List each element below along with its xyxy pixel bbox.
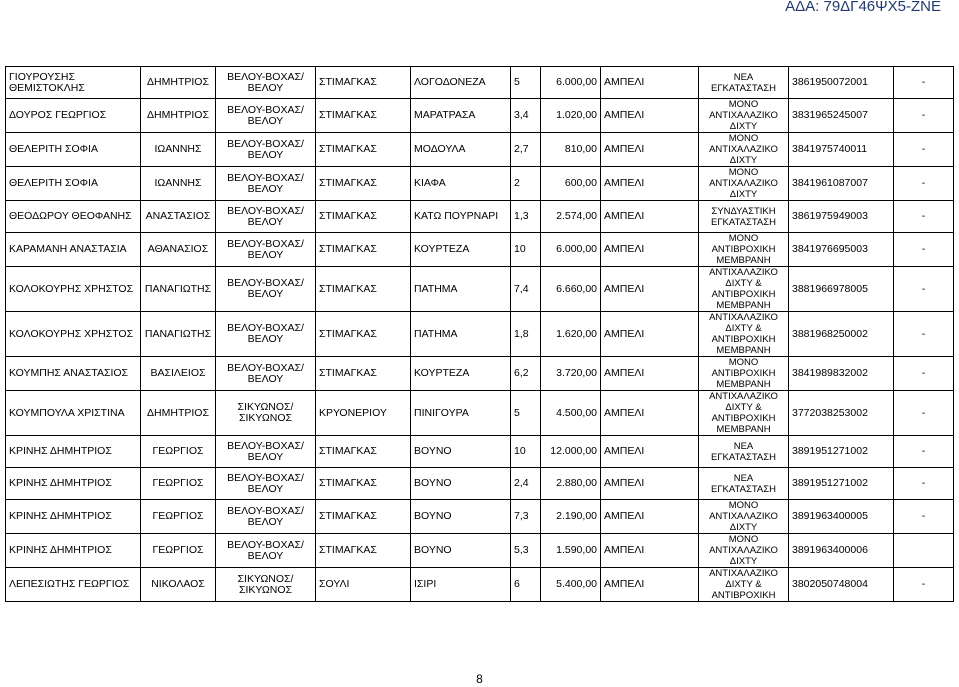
crop-cell: ΑΜΠΕΛΙ xyxy=(601,233,699,267)
producer-name-cell: ΚΟΛΟΚΟΥΡΗΣ ΧΡΗΣΤΟΣ xyxy=(6,267,141,312)
amount-cell: 4.500,00 xyxy=(541,391,601,436)
father-name-cell: ΒΑΣΙΛΕΙΟΣ xyxy=(141,357,216,391)
installation-type-cell: ΑΝΤΙΧΑΛΑΖΙΚΟ ΔΙΧΤΥ & ΑΝΤΙΒΡΟΧΙΚΗ ΜΕΜΒΡΑΝΗ xyxy=(699,267,789,312)
producer-code-cell: 3861975949003 xyxy=(789,201,894,233)
installation-type-cell: ΝΕΑ ΕΓΚΑΤΑΣΤΑΣΗ xyxy=(699,436,789,468)
area-cell: 10 xyxy=(511,233,541,267)
community-cell: ΒΕΛΟΥ-ΒΟΧΑΣ/ ΒΕΛΟΥ xyxy=(216,436,316,468)
amount-cell: 6.000,00 xyxy=(541,233,601,267)
community-cell: ΒΕΛΟΥ-ΒΟΧΑΣ/ ΒΕΛΟΥ xyxy=(216,468,316,500)
area-cell: 6,2 xyxy=(511,357,541,391)
installation-type-cell: ΜΟΝΟ ΑΝΤΙΒΡΟΧΙΚΗ ΜΕΜΒΡΑΝΗ xyxy=(699,233,789,267)
producer-code-cell: 3881968250002 xyxy=(789,312,894,357)
producer-code-cell: 3831965245007 xyxy=(789,99,894,133)
municipality-cell: ΣΟΥΛΙ xyxy=(316,568,411,602)
area-cell: 3,4 xyxy=(511,99,541,133)
table-row xyxy=(6,167,954,201)
table-row xyxy=(6,534,954,568)
municipality-cell: ΣΤΙΜΑΓΚΑΣ xyxy=(316,468,411,500)
community-cell: ΣΙΚΥΩΝΟΣ/ ΣΙΚΥΩΝΟΣ xyxy=(216,391,316,436)
father-name-cell: ΑΝΑΣΤΑΣΙΟΣ xyxy=(141,201,216,233)
father-name-cell: ΑΘΑΝΑΣΙΟΣ xyxy=(141,233,216,267)
father-name-cell: ΙΩΑΝΝΗΣ xyxy=(141,133,216,167)
crop-cell: ΑΜΠΕΛΙ xyxy=(601,167,699,201)
page-number: 8 xyxy=(476,672,483,686)
producer-code-cell: 3841961087007 xyxy=(789,167,894,201)
location-cell: ΙΣΙΡΙ xyxy=(411,568,511,602)
amount-cell: 6.660,00 xyxy=(541,267,601,312)
location-cell: ΚΙΑΦΑ xyxy=(411,167,511,201)
table-row xyxy=(6,133,954,167)
amount-cell: 6.000,00 xyxy=(541,67,601,99)
installation-type-cell: ΝΕΑ ΕΓΚΑΤΑΣΤΑΣΗ xyxy=(699,468,789,500)
amount-cell: 1.590,00 xyxy=(541,534,601,568)
beneficiaries-table xyxy=(5,66,954,602)
municipality-cell: ΣΤΙΜΑΓΚΑΣ xyxy=(316,233,411,267)
area-cell: 5 xyxy=(511,67,541,99)
installation-type-cell: ΝΕΑ ΕΓΚΑΤΑΣΤΑΣΗ xyxy=(699,67,789,99)
producer-code-cell: 3802050748004 xyxy=(789,568,894,602)
amount-cell: 3.720,00 xyxy=(541,357,601,391)
producer-code-cell: 3891951271002 xyxy=(789,436,894,468)
municipality-cell: ΣΤΙΜΑΓΚΑΣ xyxy=(316,436,411,468)
remark-cell: - xyxy=(894,167,954,201)
location-cell: ΚΟΥΡΤΕΖΑ xyxy=(411,233,511,267)
amount-cell: 600,00 xyxy=(541,167,601,201)
producer-name-cell: ΘΕΛΕΡΙΤΗ ΣΟΦΙΑ xyxy=(6,167,141,201)
producer-code-cell: 3841989832002 xyxy=(789,357,894,391)
table-row xyxy=(6,500,954,534)
crop-cell: ΑΜΠΕΛΙ xyxy=(601,67,699,99)
amount-cell: 2.190,00 xyxy=(541,500,601,534)
area-cell: 5,3 xyxy=(511,534,541,568)
municipality-cell: ΣΤΙΜΑΓΚΑΣ xyxy=(316,167,411,201)
location-cell: ΒΟΥΝΟ xyxy=(411,468,511,500)
producer-code-cell: 3841975740011 xyxy=(789,133,894,167)
remark-cell: - xyxy=(894,133,954,167)
area-cell: 1,8 xyxy=(511,312,541,357)
area-cell: 7,3 xyxy=(511,500,541,534)
community-cell: ΒΕΛΟΥ-ΒΟΧΑΣ/ ΒΕΛΟΥ xyxy=(216,233,316,267)
crop-cell: ΑΜΠΕΛΙ xyxy=(601,500,699,534)
table-row xyxy=(6,468,954,500)
installation-type-cell: ΜΟΝΟ ΑΝΤΙΒΡΟΧΙΚΗ ΜΕΜΒΡΑΝΗ xyxy=(699,357,789,391)
installation-type-cell: ΜΟΝΟ ΑΝΤΙΧΑΛΑΖΙΚΟ ΔΙΧΤΥ xyxy=(699,133,789,167)
crop-cell: ΑΜΠΕΛΙ xyxy=(601,568,699,602)
father-name-cell: ΔΗΜΗΤΡΙΟΣ xyxy=(141,67,216,99)
remark-cell: - xyxy=(894,312,954,357)
father-name-cell: ΓΕΩΡΓΙΟΣ xyxy=(141,436,216,468)
producer-name-cell: ΚΟΛΟΚΟΥΡΗΣ ΧΡΗΣΤΟΣ xyxy=(6,312,141,357)
table-row xyxy=(6,312,954,357)
municipality-cell: ΣΤΙΜΑΓΚΑΣ xyxy=(316,67,411,99)
crop-cell: ΑΜΠΕΛΙ xyxy=(601,357,699,391)
installation-type-cell: ΣΥΝΔΥΑΣΤΙΚΗ ΕΓΚΑΤΑΣΤΑΣΗ xyxy=(699,201,789,233)
community-cell: ΒΕΛΟΥ-ΒΟΧΑΣ/ ΒΕΛΟΥ xyxy=(216,267,316,312)
producer-code-cell: 3891963400005 xyxy=(789,500,894,534)
producer-code-cell: 3891951271002 xyxy=(789,468,894,500)
table-row xyxy=(6,267,954,312)
municipality-cell: ΣΤΙΜΑΓΚΑΣ xyxy=(316,534,411,568)
producer-name-cell: ΚΟΥΜΠΟΥΛΑ ΧΡΙΣΤΙΝΑ xyxy=(6,391,141,436)
crop-cell: ΑΜΠΕΛΙ xyxy=(601,201,699,233)
municipality-cell: ΣΤΙΜΑΓΚΑΣ xyxy=(316,357,411,391)
remark-cell: - xyxy=(894,500,954,534)
table-row xyxy=(6,391,954,436)
producer-name-cell: ΚΑΡΑΜΑΝΗ ΑΝΑΣΤΑΣΙΑ xyxy=(6,233,141,267)
location-cell: ΠΑΤΗΜΑ xyxy=(411,267,511,312)
location-cell: ΒΟΥΝΟ xyxy=(411,534,511,568)
area-cell: 10 xyxy=(511,436,541,468)
father-name-cell: ΔΗΜΗΤΡΙΟΣ xyxy=(141,391,216,436)
community-cell: ΒΕΛΟΥ-ΒΟΧΑΣ/ ΒΕΛΟΥ xyxy=(216,67,316,99)
area-cell: 2,4 xyxy=(511,468,541,500)
table-row xyxy=(6,99,954,133)
amount-cell: 2.574,00 xyxy=(541,201,601,233)
father-name-cell: ΝΙΚΟΛΑΟΣ xyxy=(141,568,216,602)
area-cell: 2,7 xyxy=(511,133,541,167)
municipality-cell: ΣΤΙΜΑΓΚΑΣ xyxy=(316,267,411,312)
location-cell: ΒΟΥΝΟ xyxy=(411,500,511,534)
area-cell: 7,4 xyxy=(511,267,541,312)
location-cell: ΛΟΓΟΔΟΝΕΖΑ xyxy=(411,67,511,99)
table-row xyxy=(6,436,954,468)
producer-name-cell: ΘΕΟΔΩΡΟΥ ΘΕΟΦΑΝΗΣ xyxy=(6,201,141,233)
father-name-cell: ΙΩΑΝΝΗΣ xyxy=(141,167,216,201)
producer-name-cell: ΓΙΟΥΡΟΥΣΗΣ ΘΕΜΙΣΤΟΚΛΗΣ xyxy=(6,67,141,99)
community-cell: ΒΕΛΟΥ-ΒΟΧΑΣ/ ΒΕΛΟΥ xyxy=(216,500,316,534)
community-cell: ΒΕΛΟΥ-ΒΟΧΑΣ/ ΒΕΛΟΥ xyxy=(216,133,316,167)
father-name-cell: ΓΕΩΡΓΙΟΣ xyxy=(141,500,216,534)
crop-cell: ΑΜΠΕΛΙ xyxy=(601,468,699,500)
producer-name-cell: ΛΕΠΕΣΙΩΤΗΣ ΓΕΩΡΓΙΟΣ xyxy=(6,568,141,602)
community-cell: ΒΕΛΟΥ-ΒΟΧΑΣ/ ΒΕΛΟΥ xyxy=(216,357,316,391)
table-row xyxy=(6,201,954,233)
producer-name-cell: ΚΡΙΝΗΣ ΔΗΜΗΤΡΙΟΣ xyxy=(6,436,141,468)
area-cell: 6 xyxy=(511,568,541,602)
producer-code-cell: 3881966978005 xyxy=(789,267,894,312)
location-cell: ΚΟΥΡΤΕΖΑ xyxy=(411,357,511,391)
producer-code-cell: 3772038253002 xyxy=(789,391,894,436)
amount-cell: 12.000,00 xyxy=(541,436,601,468)
table-body xyxy=(6,67,954,602)
producer-name-cell: ΚΡΙΝΗΣ ΔΗΜΗΤΡΙΟΣ xyxy=(6,468,141,500)
crop-cell: ΑΜΠΕΛΙ xyxy=(601,267,699,312)
amount-cell: 5.400,00 xyxy=(541,568,601,602)
area-cell: 1,3 xyxy=(511,201,541,233)
location-cell: ΚΑΤΩ ΠΟΥΡΝΑΡΙ xyxy=(411,201,511,233)
area-cell: 5 xyxy=(511,391,541,436)
father-name-cell: ΠΑΝΑΓΙΩΤΗΣ xyxy=(141,312,216,357)
installation-type-cell: ΜΟΝΟ ΑΝΤΙΧΑΛΑΖΙΚΟ ΔΙΧΤΥ xyxy=(699,167,789,201)
amount-cell: 1.020,00 xyxy=(541,99,601,133)
remark-cell: - xyxy=(894,201,954,233)
municipality-cell: ΣΤΙΜΑΓΚΑΣ xyxy=(316,99,411,133)
remark-cell: - xyxy=(894,267,954,312)
remark-cell: - xyxy=(894,233,954,267)
table-row xyxy=(6,67,954,99)
location-cell: ΠΙΝΙΓΟΥΡΑ xyxy=(411,391,511,436)
municipality-cell: ΣΤΙΜΑΓΚΑΣ xyxy=(316,201,411,233)
producer-code-cell: 3861950072001 xyxy=(789,67,894,99)
table-row xyxy=(6,357,954,391)
producer-name-cell: ΚΡΙΝΗΣ ΔΗΜΗΤΡΙΟΣ xyxy=(6,534,141,568)
amount-cell: 810,00 xyxy=(541,133,601,167)
community-cell: ΒΕΛΟΥ-ΒΟΧΑΣ/ ΒΕΛΟΥ xyxy=(216,201,316,233)
area-cell: 2 xyxy=(511,167,541,201)
remark-cell: - xyxy=(894,468,954,500)
remark-cell: - xyxy=(894,391,954,436)
amount-cell: 1.620,00 xyxy=(541,312,601,357)
remark-cell: - xyxy=(894,357,954,391)
community-cell: ΒΕΛΟΥ-ΒΟΧΑΣ/ ΒΕΛΟΥ xyxy=(216,534,316,568)
municipality-cell: ΚΡΥΟΝΕΡΙΟΥ xyxy=(316,391,411,436)
municipality-cell: ΣΤΙΜΑΓΚΑΣ xyxy=(316,500,411,534)
installation-type-cell: ΜΟΝΟ ΑΝΤΙΧΑΛΑΖΙΚΟ ΔΙΧΤΥ xyxy=(699,534,789,568)
remark-cell: - xyxy=(894,436,954,468)
community-cell: ΒΕΛΟΥ-ΒΟΧΑΣ/ ΒΕΛΟΥ xyxy=(216,99,316,133)
location-cell: ΜΑΡΑΤΡΑΣΑ xyxy=(411,99,511,133)
installation-type-cell: ΑΝΤΙΧΑΛΑΖΙΚΟ ΔΙΧΤΥ & ΑΝΤΙΒΡΟΧΙΚΗ xyxy=(699,568,789,602)
table-row xyxy=(6,568,954,602)
table-row xyxy=(6,233,954,267)
remark-cell xyxy=(894,534,954,568)
producer-name-cell: ΘΕΛΕΡΙΤΗ ΣΟΦΙΑ xyxy=(6,133,141,167)
father-name-cell: ΔΗΜΗΤΡΙΟΣ xyxy=(141,99,216,133)
producer-name-cell: ΔΟΥΡΟΣ ΓΕΩΡΓΙΟΣ xyxy=(6,99,141,133)
producer-code-cell: 3841976695003 xyxy=(789,233,894,267)
installation-type-cell: ΜΟΝΟ ΑΝΤΙΧΑΛΑΖΙΚΟ ΔΙΧΤΥ xyxy=(699,99,789,133)
installation-type-cell: ΑΝΤΙΧΑΛΑΖΙΚΟ ΔΙΧΤΥ & ΑΝΤΙΒΡΟΧΙΚΗ ΜΕΜΒΡΑΝΗ xyxy=(699,391,789,436)
father-name-cell: ΓΕΩΡΓΙΟΣ xyxy=(141,534,216,568)
crop-cell: ΑΜΠΕΛΙ xyxy=(601,436,699,468)
municipality-cell: ΣΤΙΜΑΓΚΑΣ xyxy=(316,312,411,357)
municipality-cell: ΣΤΙΜΑΓΚΑΣ xyxy=(316,133,411,167)
installation-type-cell: ΜΟΝΟ ΑΝΤΙΧΑΛΑΖΙΚΟ ΔΙΧΤΥ xyxy=(699,500,789,534)
producer-code-cell: 3891963400006 xyxy=(789,534,894,568)
crop-cell: ΑΜΠΕΛΙ xyxy=(601,312,699,357)
amount-cell: 2.880,00 xyxy=(541,468,601,500)
crop-cell: ΑΜΠΕΛΙ xyxy=(601,391,699,436)
community-cell: ΒΕΛΟΥ-ΒΟΧΑΣ/ ΒΕΛΟΥ xyxy=(216,312,316,357)
remark-cell: - xyxy=(894,67,954,99)
producer-name-cell: ΚΟΥΜΠΗΣ ΑΝΑΣΤΑΣΙΟΣ xyxy=(6,357,141,391)
crop-cell: ΑΜΠΕΛΙ xyxy=(601,99,699,133)
producer-name-cell: ΚΡΙΝΗΣ ΔΗΜΗΤΡΙΟΣ xyxy=(6,500,141,534)
remark-cell: - xyxy=(894,568,954,602)
location-cell: ΒΟΥΝΟ xyxy=(411,436,511,468)
crop-cell: ΑΜΠΕΛΙ xyxy=(601,534,699,568)
community-cell: ΒΕΛΟΥ-ΒΟΧΑΣ/ ΒΕΛΟΥ xyxy=(216,167,316,201)
document-reference-code: ΑΔΑ: 79ΔΓ46ΨΧ5-ΖΝΕ xyxy=(785,0,941,15)
father-name-cell: ΠΑΝΑΓΙΩΤΗΣ xyxy=(141,267,216,312)
remark-cell: - xyxy=(894,99,954,133)
crop-cell: ΑΜΠΕΛΙ xyxy=(601,133,699,167)
location-cell: ΜΟΔΟΥΛΑ xyxy=(411,133,511,167)
community-cell: ΣΙΚΥΩΝΟΣ/ ΣΙΚΥΩΝΟΣ xyxy=(216,568,316,602)
installation-type-cell: ΑΝΤΙΧΑΛΑΖΙΚΟ ΔΙΧΤΥ & ΑΝΤΙΒΡΟΧΙΚΗ ΜΕΜΒΡΑΝΗ xyxy=(699,312,789,357)
location-cell: ΠΑΤΗΜΑ xyxy=(411,312,511,357)
father-name-cell: ΓΕΩΡΓΙΟΣ xyxy=(141,468,216,500)
